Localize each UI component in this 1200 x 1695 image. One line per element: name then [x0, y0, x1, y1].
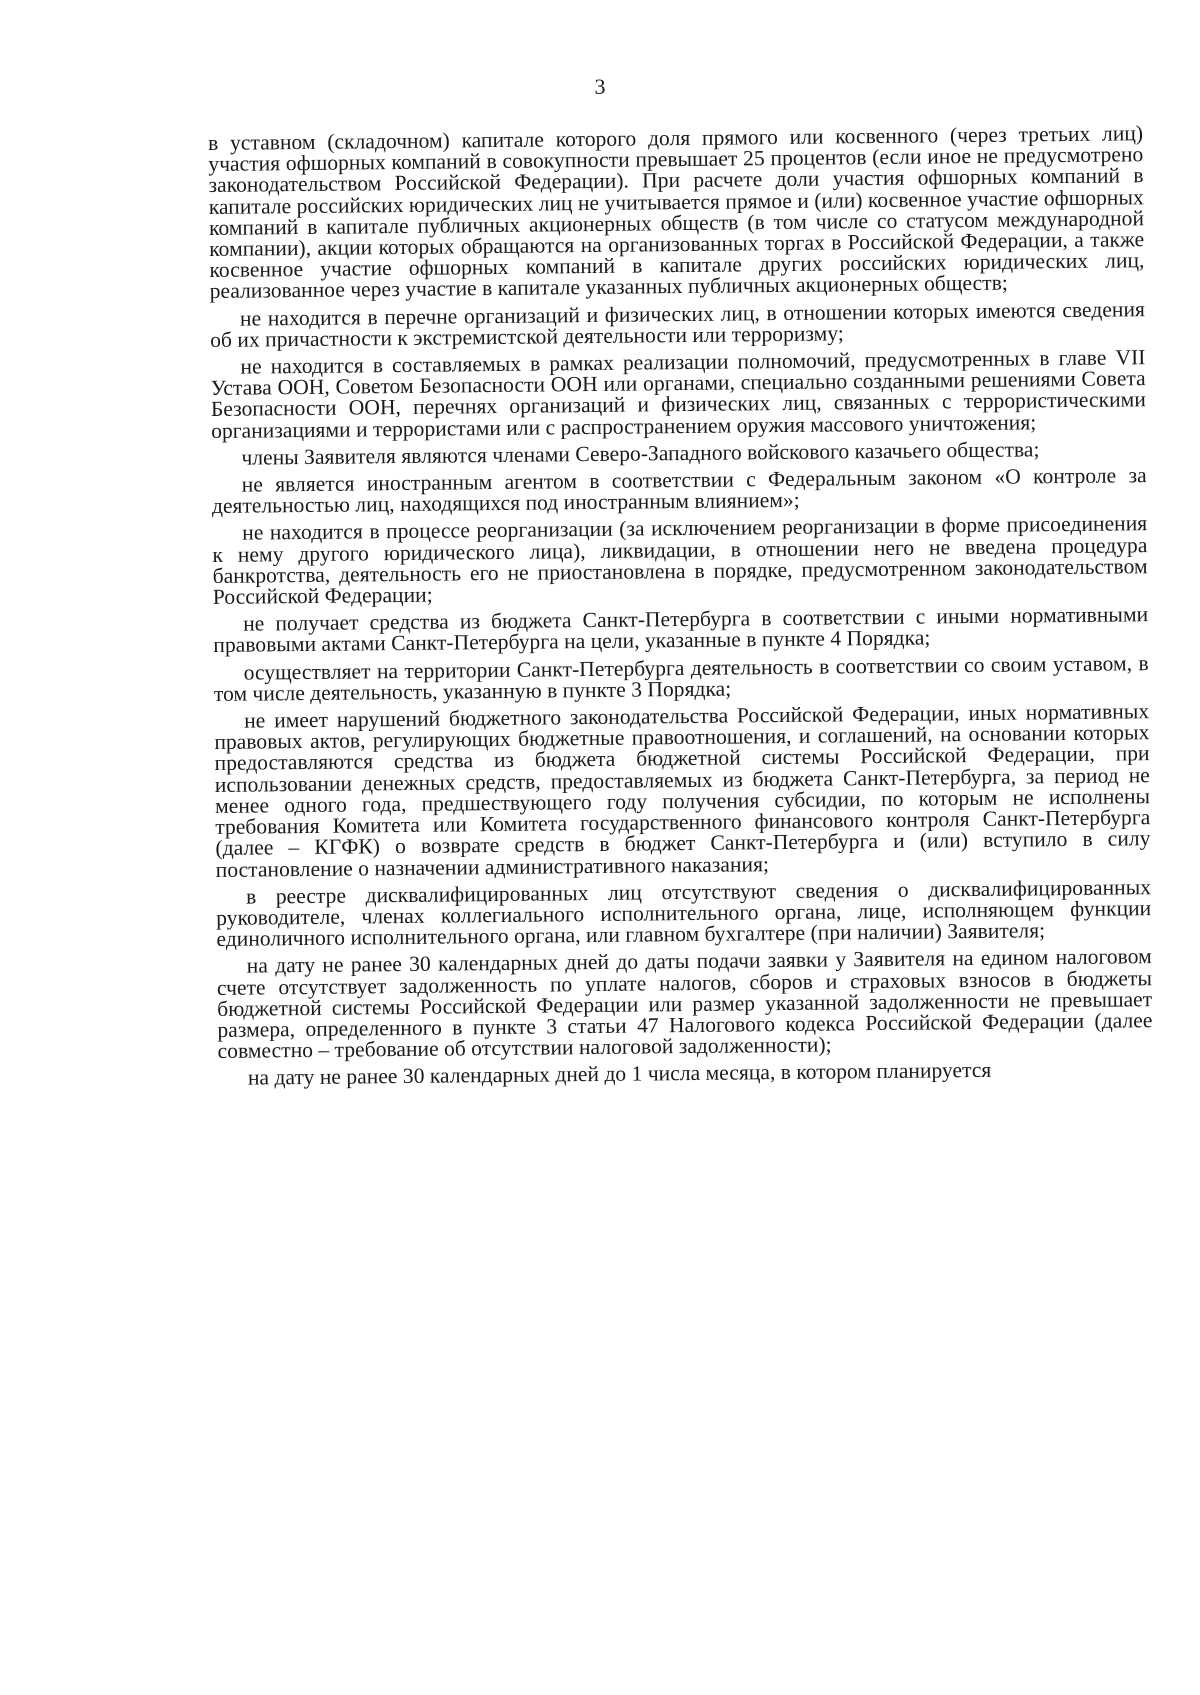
paragraph-foreign-agent: не является иностранным агентом в соответствии с Федеральным законом «О контроле за деятельностью лиц, находящихся под иностранным влиянием»; [211, 463, 1147, 519]
paragraph-activity-territory: осуществляет на территории Санкт-Петербурга деятельность в соответствии со своим уставом, в том числе деятельность, указанную в пункте 3 Порядка; [213, 650, 1149, 706]
paragraph-tax-debt: на дату не ранее 30 календарных дней до даты подачи заявки у Заявителя на едином налоговом счете отсутствует задолженность по уплате налогов, сборов и страховых взносов в бюджеты бюджетной системы Российской Федерации или размер указанной задолженности не превышает размера, определенного в пункте 3 статьи 47 Налогового кодекса Российской Федерации (далее совместно – требование об отсутствии налоговой задолженности); [216, 944, 1153, 1064]
paragraph-cossack-society-members: члены Заявителя являются членами Северо-Западного войскового казачьего общества; [241, 437, 1040, 470]
paragraph-offshore-participation: в уставном (складочном) капитале которого доля прямого или косвенного (через третьих лиц) участия офшорных компаний в совокупности превышает 25 процентов (если иное не предусмотрено законодательством Российской Федерации). При расчете доли участия офшорных компаний в капитале российских юридических лиц не учитывается прямое и (или) косвенное участие офшорных компаний в капитале публичных акционерных обществ (в том числе со статусом международной компании), акции которых обращаются на организованных торгах в Российской Федерации, а также косвенное участие офшорных компаний в капитале других российских юридических лиц, реализованное через участие в капитале указанных публичных акционерных обществ; [207, 121, 1145, 304]
paragraph-other-budget-funds: не получает средства из бюджета Санкт-Петербурга в соответствии с иными нормативными правовыми актами Санкт-Петербурга на цели, указанные в пункте 4 Порядка; [213, 602, 1149, 658]
paragraph-disqualified-persons: в реестре дисквалифицированных лиц отсутствуют сведения о дисквалифицированных руководителе, членах коллегиального исполнительного органа, лице, исполняющем функции единоличного исполнительного органа, или главном бухгалтере (при наличии) Заявителя; [216, 874, 1152, 952]
page-number: 3 [594, 74, 606, 99]
paragraph-budget-violations: не имеет нарушений бюджетного законодательства Российской Федерации, иных нормативных правовых актов, регулирующих бюджетные правоотношения, и соглашений, на основании которых предоставляются средства из бюджета бюджетной системы Российской Федерации, при использовании денежных средств, предоставляемых из бюджета Санкт-Петербурга, за период не менее одного года, предшествующего году получения субсидии, по которым не исполнены требования Комитета или Комитета государственного финансового контроля Санкт-Петербурга (далее – КГФК) о возврате средств в бюджет Санкт-Петербурга и (или) вступило в силу постановление о назначении административного наказания; [214, 699, 1151, 882]
document-body [208, 123, 1153, 1089]
paragraph-continuation: на дату не ранее 30 календарных дней до 1 числа месяца, в котором планируется [247, 1058, 992, 1090]
paragraph-un-sanctions-list: не находится в составляемых в рамках реализации полномочий, предусмотренных в главе VII Устава ООН, Советом Безопасности ООН или органами, специально созданными решениями Совета Безопасности ООН, перечнях организаций и физических лиц, связанных с террористическими организациями и террористами или с распространением оружия массового уничтожения; [210, 345, 1146, 443]
paragraph-reorganization: не находится в процессе реорганизации (за исключением реорганизации в форме присоединения к нему другого юридического лица), ликвидации, в отношении него не введена процедура банкротства, деятельность его не приостановлена в порядке, предусмотренном законодательством Российской Федерации; [212, 511, 1148, 610]
paragraph-extremism-list: не находится в перечне организаций и физических лиц, в отношении которых имеются сведения об их причастности к экстремистской деятельности или терроризму; [210, 296, 1146, 352]
